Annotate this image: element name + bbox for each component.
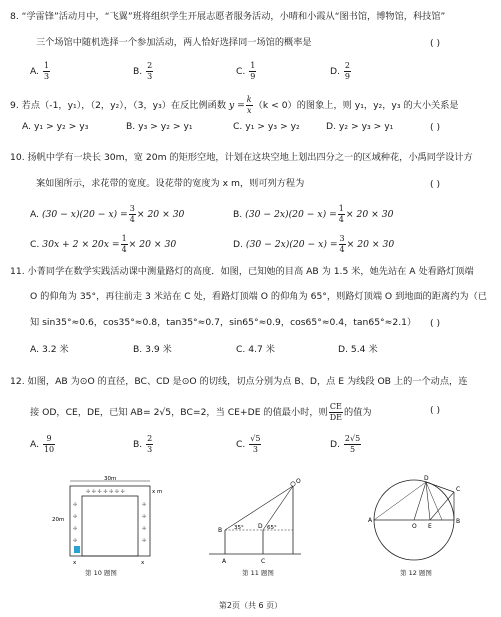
svg-text:✢: ✢ — [73, 538, 78, 544]
svg-text:✢: ✢ — [142, 526, 147, 532]
fig10-side-label: 20m — [52, 517, 65, 523]
q11-answer-paren: ( ) — [430, 318, 441, 329]
fig10-person-mark — [74, 546, 80, 553]
q8-line1: 8. “学雷锋”活动月中，“飞翼”班将组织学生开展志愿者服务活动，小晴和小霞从“图书馆，博物馆，科技馆” — [10, 11, 446, 22]
fig10-left-x: x — [73, 560, 77, 566]
q8-option-a: A. $\frac{1}{3}$ — [30, 61, 50, 81]
fig11-angle-65: 65° — [267, 525, 277, 531]
q10-option-a: A. (30 − x)(20 − x) = $\frac{3}{4}$ × 20 × 30 — [30, 204, 185, 224]
q12-line1: 12. 如图，AB 为⊙O 的直径，BC、CD 是⊙O 的切线，切点分别为点 B、D，点 E 为线段 OB 上的一个动点，连 — [10, 376, 468, 387]
q10-line1: 10. 扬帆中学有一块长 30m，宽 20m 的矩形空地，计划在这块空地上划出四分之一的区域种花，小禹同学设计方 — [10, 152, 473, 163]
q11-option-b: B. 3.9 米 — [133, 344, 172, 355]
page-footer: 第2页（共 6 页） — [218, 601, 283, 610]
q11-option-a: A. 3.2 米 — [30, 344, 69, 355]
q9-option-c: C. y₁ > y₃ > y₂ — [233, 121, 300, 132]
figure-10 — [48, 476, 178, 568]
figure-12 — [368, 474, 468, 566]
fig12-C: C — [456, 486, 461, 493]
fig12-caption: 第 12 题图 — [400, 569, 432, 577]
fig11-D: D — [258, 523, 263, 530]
figure-11 — [205, 474, 305, 566]
fig10-caption: 第 10 题图 — [85, 569, 117, 577]
fig12-A: A — [368, 517, 373, 524]
svg-text:✢: ✢ — [73, 502, 78, 508]
svg-text:✢ ✢ ✢ ✢ ✢ ✢ ✢: ✢ ✢ ✢ ✢ ✢ ✢ ✢ — [86, 489, 125, 495]
q12-option-d: D. $\frac{2√5}{5}$ — [330, 434, 361, 454]
q8-answer-paren: ( ) — [430, 38, 441, 49]
fig11-C: C — [261, 558, 266, 565]
fig10-top-label: 30m — [104, 476, 117, 482]
q10-line2: 案如图所示，求花带的宽度。设花带的宽度为 x m，则可列方程为 — [36, 178, 305, 189]
q10-option-b: B. (30 − 2x)(20 − x) = $\frac{1}{4}$ × 20 × 30 — [233, 204, 394, 224]
q10-answer-paren: ( ) — [430, 179, 441, 190]
fig12-E: E — [428, 523, 432, 530]
q11-line2: O 的仰角为 35°，再往前走 3 米站在 C 处，看路灯顶端 O 的仰角为 65°，则路灯顶端 O 到地面的距离约为（已 — [30, 291, 487, 302]
fig10-right-x: x — [141, 560, 145, 566]
q11-line3: 知 sin35°≈0.6，cos35°≈0.8，tan35°≈0.7，sin65°≈0.9，cos65°≈0.4，tan65°≈2.1） — [30, 317, 417, 328]
fig12-D: D — [424, 475, 429, 482]
fig11-caption: 第 11 题图 — [242, 569, 274, 577]
q8-option-d: D. $\frac{2}{9}$ — [330, 61, 351, 81]
q11-option-c: C. 4.7 米 — [236, 344, 275, 355]
q9-option-b: B. y₃ > y₂ > y₁ — [126, 121, 193, 132]
q9-answer-paren: ( ) — [430, 122, 441, 133]
fig12-O: O — [412, 523, 417, 530]
fig11-B: B — [218, 527, 223, 534]
svg-text:✢: ✢ — [73, 526, 78, 532]
fig10-gap-label: x m — [152, 489, 163, 495]
fig11-angle-35: 35° — [234, 525, 244, 531]
q9-option-a: A. y₁ > y₂ > y₃ — [22, 121, 89, 132]
q12-option-b: B. $\frac{2}{3}$ — [133, 434, 153, 454]
q12-option-a: A. $\frac{9}{10}$ — [30, 434, 55, 454]
q11-line1: 11. 小菁同学在数学实践活动课中测量路灯的高度．如图，已知她的目高 AB 为 1.5 米，她先站在 A 处看路灯顶端 — [10, 266, 474, 277]
q12-line2: 接 OD，CE，DE，已知 AB= 2√5，BC=2，当 CE+DE 的值最小时，则 $\frac{CE}{DE}$ 的值为 — [30, 402, 372, 422]
fig11-A: A — [222, 558, 227, 565]
q10-option-c: C. 30x + 2 × 20x = $\frac{1}{4}$ × 20 × 30 — [30, 234, 177, 254]
q11-option-d: D. 5.4 米 — [338, 344, 378, 355]
svg-text:✢: ✢ — [142, 538, 147, 544]
svg-text:✢: ✢ — [73, 514, 78, 520]
svg-text:✢: ✢ — [142, 502, 147, 508]
q10-option-d: D. (30 − 2x)(20 − x) = $\frac{3}{4}$ × 20 × 30 — [233, 234, 395, 254]
q8-option-b: B. $\frac{2}{3}$ — [133, 61, 153, 81]
q8-option-c: C. $\frac{1}{9}$ — [236, 61, 256, 81]
svg-text:✢: ✢ — [142, 514, 147, 520]
fig11-O: O — [296, 478, 301, 485]
q9-line: 9. 若点（-1，y₁），（2，y₂），（3，y₃）在反比例函数 y = $\frac{k}{x}$ （k < 0）的图象上，则 y₁，y₂，y₃ 的大小关系是 — [10, 95, 459, 115]
q12-answer-paren: ( ) — [430, 405, 441, 416]
fig12-B: B — [456, 518, 461, 525]
q8-line2: 三个场馆中随机选择一个参加活动，两人恰好选择同一场馆的概率是 — [36, 37, 312, 48]
q9-option-d: D. y₂ > y₃ > y₁ — [326, 121, 394, 132]
q12-option-c: C. $\frac{√5}{3}$ — [236, 434, 261, 454]
